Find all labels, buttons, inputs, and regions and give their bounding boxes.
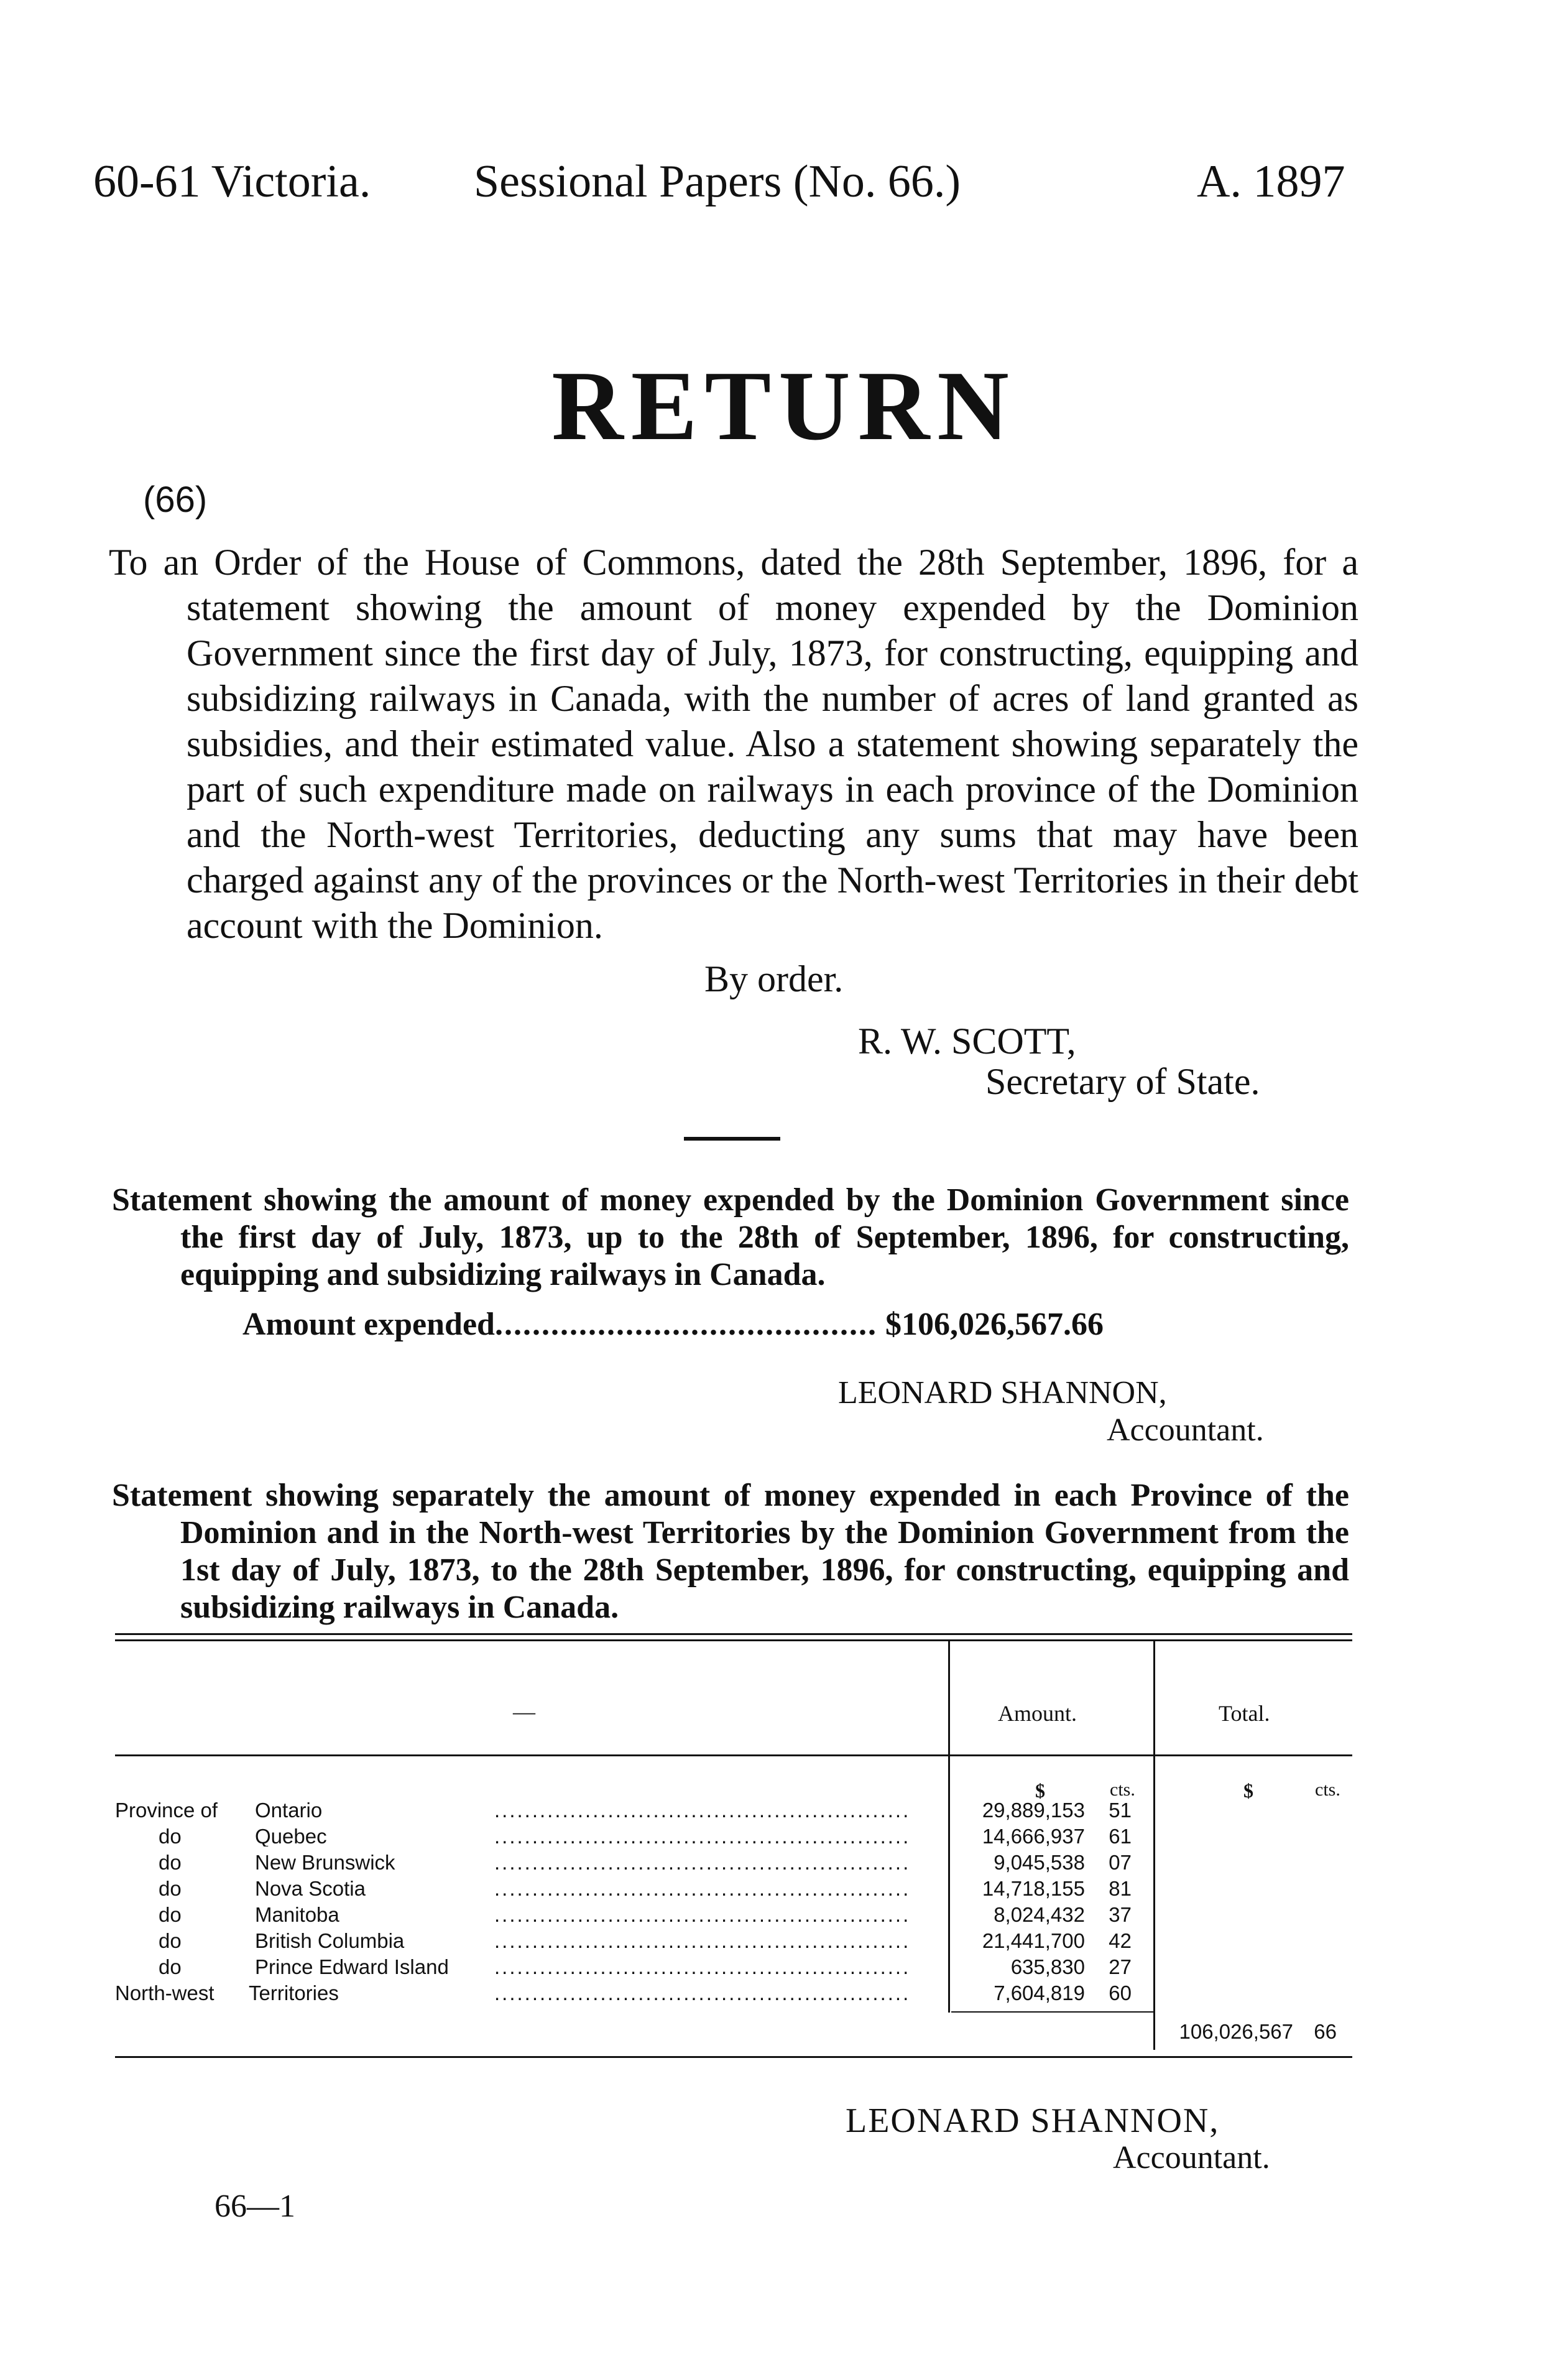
leader-dots: ....................................................... [494,1930,911,1951]
row-cents: 61 [1109,1825,1132,1848]
row-prefix: do [159,1826,182,1846]
row-cents: 07 [1109,1851,1132,1874]
section-divider [684,1137,780,1141]
row-cents: 37 [1109,1903,1132,1926]
row-prefix: do [159,1957,182,1977]
document-title: RETURN [551,350,1017,461]
page-number: 66—1 [214,2189,295,2224]
header-left: 60-61 Victoria. [93,156,371,207]
row-dollars: 8,024,432 [994,1903,1085,1926]
leader-dots: ....................................................... [494,1983,911,2003]
statement-1-signer: LEONARD SHANNON, [838,1375,1167,1411]
leader-dots: ....................................................... [494,1878,911,1899]
table-bottom-rule [115,2056,1352,2058]
order-paragraph [109,540,1358,948]
row-prefix: do [159,1878,182,1899]
statement-1-text: Statement showing the amount of money expended by the Dominion Government since the first day of July, 1873, up to the 28th of September, 1896, for constructing, equipping and subsidizing railways in Canada. [112,1182,1349,1292]
total-dollar-unit: $ [1243,1779,1253,1802]
total-cents: 66 [1314,2020,1337,2043]
amount-expended-label: Amount expended [242,1307,495,1342]
table-header-rule [115,1754,1352,1756]
statement-2-text: Statement showing separately the amount of money expended in each Province of the Dominion and in the North-west Territories by the Dominion Government from the 1st day of July, 1873, to the 28th September, 1896, for constructing, equipping and subsidizing railways in Canada. [112,1478,1349,1625]
leader-dots: ....................................................... [494,1826,911,1846]
amount-expended-line [242,1306,1104,1343]
statement-1-signer-title: Accountant. [1107,1412,1264,1448]
table-row [115,1957,1352,1977]
header-center: Sessional Papers (No. 66.) [474,156,961,207]
by-order: By order. [704,958,844,999]
leader-dots: ....................................................... [494,1904,911,1925]
row-dollars: 21,441,700 [982,1929,1085,1952]
row-cents: 51 [1109,1799,1132,1822]
header-right: A. 1897 [1197,156,1345,207]
row-prefix: do [159,1930,182,1951]
col-header-total: Total. [1219,1701,1270,1726]
signatory-name: R. W. SCOTT, [858,1021,1076,1062]
row-label: Territories [249,1983,485,2003]
row-dollars: 29,889,153 [982,1799,1085,1822]
table-row [115,1800,1352,1820]
row-label: Ontario [255,1800,491,1820]
document-number: (66) [143,480,208,520]
row-prefix: Province of [115,1800,218,1820]
footer-signer-title: Accountant. [1113,2140,1270,2175]
row-label: Prince Edward Island [255,1957,491,1977]
table-row [115,1904,1352,1925]
row-dollars: 14,718,155 [982,1877,1085,1900]
leader-dots: ....................................................... [494,1957,911,1977]
table-top-rule [115,1633,1352,1635]
table-row [115,1878,1352,1899]
row-label: Manitoba [255,1904,491,1925]
row-label: British Columbia [255,1930,491,1951]
expenditure-table [115,1633,1352,2056]
row-dollars: 14,666,937 [982,1825,1085,1848]
row-label: New Brunswick [255,1852,491,1873]
table-top-rule-2 [115,1639,1352,1641]
total-cents-unit: cts. [1315,1779,1340,1800]
row-dollars: 635,830 [1010,1955,1085,1978]
row-prefix: do [159,1852,182,1873]
amount-dollar-unit: $ [1035,1779,1045,1802]
total-row [115,2021,1352,2042]
row-dollars: 9,045,538 [994,1851,1085,1874]
amount-sum-rule [951,2011,1153,2013]
statement-2 [112,1477,1349,1626]
col-header-label: — [513,1699,535,1724]
row-label: Quebec [255,1826,491,1846]
row-cents: 81 [1109,1877,1132,1900]
table-row [115,1930,1352,1951]
statement-1 [112,1182,1349,1294]
row-prefix: do [159,1904,182,1925]
leader-dots: ....................................................... [494,1852,911,1873]
total-dollars: 106,026,567 [1179,2020,1293,2043]
row-prefix: North-west [115,1983,214,2003]
amount-cents-unit: cts. [1110,1779,1135,1800]
row-cents: 42 [1109,1929,1132,1952]
table-row [115,1983,1352,2003]
table-row [115,1852,1352,1873]
row-cents: 60 [1109,1981,1132,2004]
leader-dots: ....................................................... [494,1800,911,1820]
order-text: To an Order of the House of Commons, dated the 28th September, 1896, for a statement showing the amount of money expended by the Dominion Government since the first day of July, 1873, for constructing, equipping and subsidizing railways in Canada, with the number of acres of land granted as subsidies, and their estimated value. Also a statement showing separately the part of such expenditure made on railways in each province of the Dominion and the North-west Territories, deducting any sums that may have been charged against any of the provinces or the North-west Territories in their debt account with the Dominion. [109,542,1358,946]
signatory-title: Secretary of State. [985,1061,1260,1102]
row-label: Nova Scotia [255,1878,491,1899]
amount-expended-value: $106,026,567.66 [885,1307,1104,1342]
row-cents: 27 [1109,1955,1132,1978]
leader-dots: ......................................... [494,1307,877,1342]
table-row [115,1826,1352,1846]
footer-signer: LEONARD SHANNON, [846,2101,1220,2140]
row-dollars: 7,604,819 [994,1981,1085,2004]
col-header-amount: Amount. [998,1701,1077,1726]
